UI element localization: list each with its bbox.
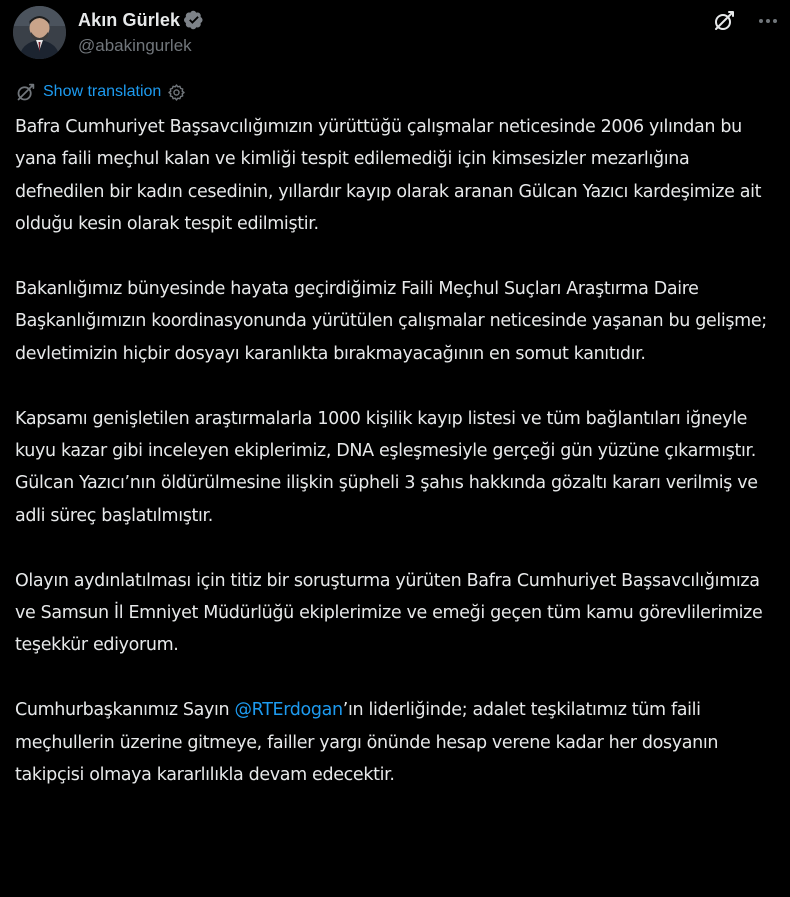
verified-badge-icon[interactable] [184,10,204,30]
header-actions [712,9,780,33]
author-info [78,8,204,56]
gear-icon[interactable] [167,83,186,102]
author-display-name[interactable]: Akın Gürlek [78,9,181,30]
tweet-paragraph-2: Bakanlığımız bünyesinde hayata geçirdiğimiz Faili Meçhul Suçları Araştırma Daire Başkanlığımızın koordinasyonunda yürütülen çalışmalar neticesinde yaşanan bu gelişme; devletimizin hiçbir dosyayı karanlıkta bırakmayacağının en somut kanıtıdır. [15,279,767,364]
translation-row [15,80,186,104]
author-handle[interactable]: @abakingurlek [78,36,192,55]
paragraph-5-text-start: Cumhurbaşkanımız Sayın [15,700,235,721]
tweet-paragraph-5 [15,694,783,791]
tweet-paragraph-3: Kapsamı genişletilen araştırmalarla 1000 kişilik kayıp listesi ve tüm bağlantıları iğneyle kuyu kazar gibi inceleyen ekiplerimiz, DNA eşleşmesiyle gerçeği gün yüzüne çıkarmıştır. Gülcan Yazıcı’nın öldürülmesine ilişkin şüpheli 3 şahıs hakkında gözaltı kararı verilmiş ve adli süreç başlatılmıştır. [15,408,758,526]
translate-icon [15,82,36,103]
tweet-paragraph-4: Olayın aydınlatılması için titiz bir soruşturma yürüten Bafra Cumhuriyet Başsavcılığımıza ve Samsun İl Emniyet Müdürlüğü ekiplerimize ve emeği geçen tüm kamu görevlilerimize teşekkür ediyorum. [15,570,763,656]
avatar-photo [13,6,66,59]
tweet-paragraph-1: Bafra Cumhuriyet Başsavcılığımızın yürüttüğü çalışmalar neticesinde 2006 yılından bu yana faili meçhul kalan ve kimliği tespit edilemediği için kimsesizler mezarlığına defnedilen bir kadın cesedinin, yıllardır kayıp olarak aranan Gülcan Yazıcı kardeşimize ait olduğu kesin olarak tespit edilmiştir. [15,117,762,235]
tweet-header [13,6,780,62]
display-name-row [78,8,204,32]
author-avatar[interactable] [13,6,66,59]
show-translation-link[interactable]: Show translation [43,83,162,100]
paragraph-5-text-end: ’ın liderliğinde; adalet teşkilatımız tüm faili meçhullerin üzerine gitmeye, failler yargı önünde hesap verene kadar her dosyanın takipçisi olmaya kararlılıkla devam edecektir. [15,700,719,786]
tweet-text [15,111,783,791]
mention-link[interactable]: @RTErdogan [234,700,343,721]
grok-icon[interactable] [712,9,736,33]
more-options-icon[interactable] [756,9,780,33]
